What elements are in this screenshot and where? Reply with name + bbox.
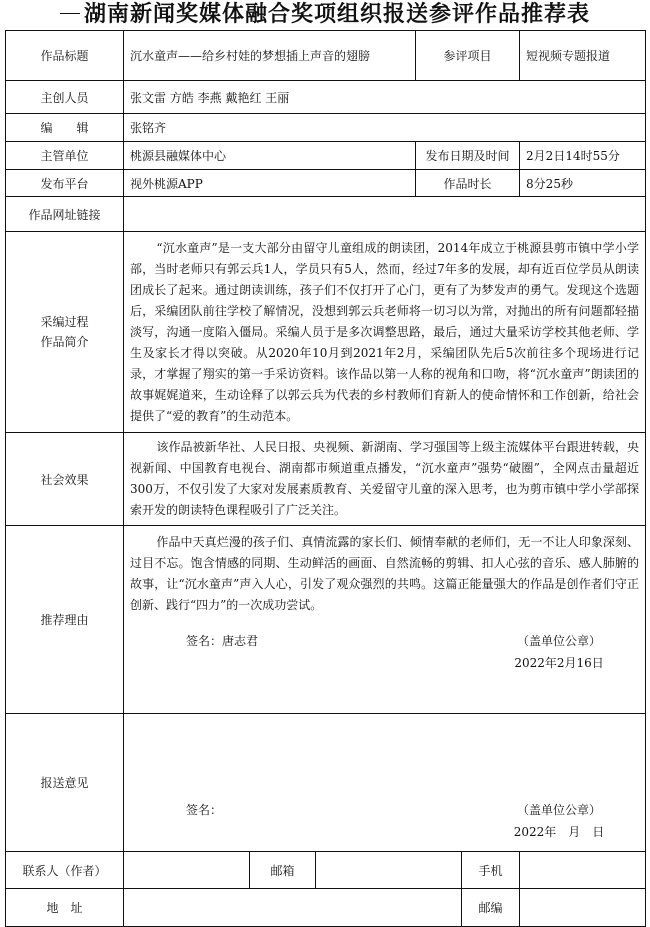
value-url: [124, 197, 646, 232]
row-supervisor: [6, 142, 646, 170]
row-reason: [6, 526, 646, 714]
row-creators: [6, 81, 646, 114]
label-publish-time: 发布日期及时间: [416, 142, 520, 170]
row-platform: [6, 170, 646, 197]
reason-signature-block: [130, 630, 639, 674]
label-supervisor-unit: 主管单位: [6, 142, 124, 170]
label-postcode: 邮编: [462, 889, 520, 927]
row-work-title: [6, 31, 646, 81]
value-reason: [124, 526, 646, 714]
opinion-signature: 签名：: [186, 803, 223, 817]
reason-signature: 签名：唐志君: [186, 634, 259, 648]
label-process: [6, 232, 124, 433]
recommendation-form-table: [5, 30, 646, 927]
row-url: [6, 197, 646, 232]
reason-text: 作品中天真烂漫的孩子们、真情流露的家长们、倾情奉献的老师们，无一不让人印象深刻、过目不忘。饱含情感的同期、生动鲜活的画面、自然流畅的剪辑、扣人心弦的音乐、感人肺腑的故事，让“沉水童声”声入人心，引发了观众强烈的共鸣。这篇正能量强大的作品是创作者们守正创新、践行“四力”的一次成功尝试。: [130, 535, 640, 612]
label-social-effect: 社会效果: [6, 433, 124, 526]
value-platform: 视外桃源APP: [124, 170, 416, 197]
row-social-effect: [6, 433, 646, 526]
opinion-seal-block: [479, 799, 639, 843]
page-title: [0, 0, 650, 30]
label-address: 地 址: [6, 889, 124, 927]
row-contact: [6, 852, 646, 889]
label-url: 作品网址链接: [6, 197, 124, 232]
label-process-line2: 作品简介: [40, 335, 89, 349]
reason-seal: （盖单位公章）: [517, 634, 602, 648]
value-category: 短视频专题报道: [520, 31, 646, 81]
opinion-seal: （盖单位公章）: [517, 803, 602, 817]
value-email: [316, 852, 462, 889]
value-process: [124, 232, 646, 433]
value-editor: 张铭齐: [124, 114, 646, 142]
label-email: 邮箱: [250, 852, 316, 889]
value-phone: [520, 852, 646, 889]
label-category: 参评项目: [416, 31, 520, 81]
label-creators: 主创人员: [6, 81, 124, 114]
label-phone: 手机: [462, 852, 520, 889]
value-work-title: 沉水童声——给乡村娃的梦想插上声音的翅膀: [124, 31, 416, 81]
page-title-text: 湖南新闻奖媒体融合奖项组织报送参评作品推荐表: [83, 1, 590, 27]
value-opinion: [124, 714, 646, 852]
value-creators: 张文雷 方皓 李燕 戴艳红 王丽: [124, 81, 646, 114]
reason-seal-block: [479, 630, 639, 674]
label-platform: 发布平台: [6, 170, 124, 197]
row-editor: [6, 114, 646, 142]
label-opinion: 报送意见: [6, 714, 124, 852]
value-publish-time: 2月2日14时55分: [520, 142, 646, 170]
label-work-title: 作品标题: [6, 31, 124, 81]
social-text: 该作品被新华社、人民日报、央视频、新湖南、学习强国等上级主流媒体平台跟进转载，央视新闻、中国教育电视台、湖南都市频道重点播发，“沉水童声”强势“破圈”，全网点击量超近300万，不仅引发了大家对发展素质教育、关爱留守儿童的深入思考，也为剪市镇中学小学部探索开发的朗读特色课程吸引了广泛关注。: [130, 440, 640, 517]
reason-date: 2022年2月16日: [514, 656, 604, 670]
opinion-date: 2022年 月 日: [513, 825, 605, 839]
value-duration: 8分25秒: [520, 170, 646, 197]
value-supervisor-unit: 桃源县融媒体中心: [124, 142, 416, 170]
row-process: [6, 232, 646, 433]
value-postcode: [520, 889, 646, 927]
label-duration: 作品时长: [416, 170, 520, 197]
row-address: [6, 889, 646, 927]
label-reason: 推荐理由: [6, 526, 124, 714]
label-editor: 编辑: [6, 114, 124, 142]
row-opinion: [6, 714, 646, 852]
label-process-line1: 采编过程: [40, 315, 89, 329]
process-text: “沉水童声”是一支大部分由留守儿童组成的朗读团，2014年成立于桃源县剪市镇中学小学部，当时老师只有郭云兵1人，学员只有5人，然而，经过7年多的发展，却有近百位学员从朗读团成长了起来。通过朗读训练，孩子们不仅打开了心门，更有了为梦发声的勇气。发现这个选题后，采编团队前往学校了解情况，没想到郭云兵老师将一切习以为常，对抛出的所有问题都轻描淡写，沟通一度陷入僵局。采编人员于是多次调整思路，最后，通过大量采访学校其他老师、学生及家长才得以突破。从2020年10月到2021年2月，采编团队先后5次前往多个现场进行记录，才掌握了翔实的第一手采访资料。该作品以第一人称的视角和口吻，将“沉水童声”朗读团的故事娓娓道来，生动诠释了以郭云兵为代表的乡村教师们育新人的使命情怀和工作创新，给社会提供了“爱的教育”的生动范本。: [130, 240, 640, 423]
value-social-effect: [124, 433, 646, 526]
value-contact: [124, 852, 250, 889]
opinion-signature-block: [130, 799, 639, 843]
value-address: [124, 889, 462, 927]
title-dash-decoration: [60, 13, 80, 14]
label-contact: 联系人（作者）: [6, 852, 124, 889]
